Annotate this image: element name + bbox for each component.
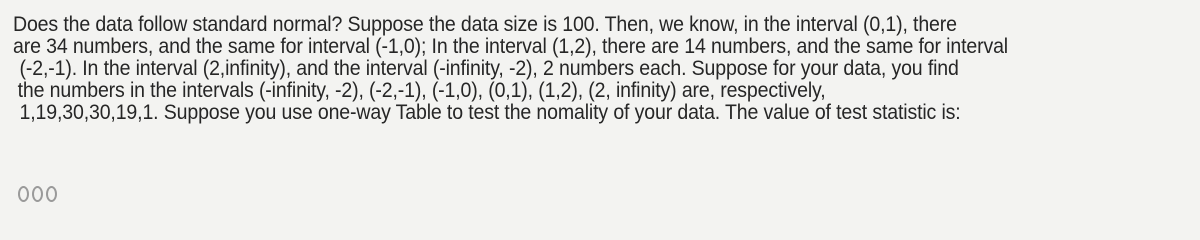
cutoff-next-line	[18, 186, 57, 202]
cutoff-glyph	[46, 186, 57, 202]
question-line-2: are 34 numbers, and the same for interval (-1,0); In the interval (1,2), there are 14 numbers, and the same for interval	[13, 35, 1008, 58]
question-line-4: the numbers in the intervals (-infinity, -2), (-2,-1), (-1,0), (0,1), (1,2), (2, infinity) are, respectively,	[17, 79, 826, 102]
question-text	[13, 14, 1193, 124]
cutoff-glyph	[18, 186, 29, 202]
question-line-1: Does the data follow standard normal? Suppose the data size is 100. Then, we know, in the interval (0,1), there	[13, 13, 957, 36]
question-line-5: 1,19,30,30,19,1. Suppose you use one-way Table to test the nomality of your data. The value of test statistic is:	[19, 101, 961, 124]
cutoff-glyph	[32, 186, 43, 202]
question-line-3: (-2,-1). In the interval (2,infinity), and the interval (-infinity, -2), 2 numbers each. Suppose for your data, you find	[19, 57, 959, 80]
